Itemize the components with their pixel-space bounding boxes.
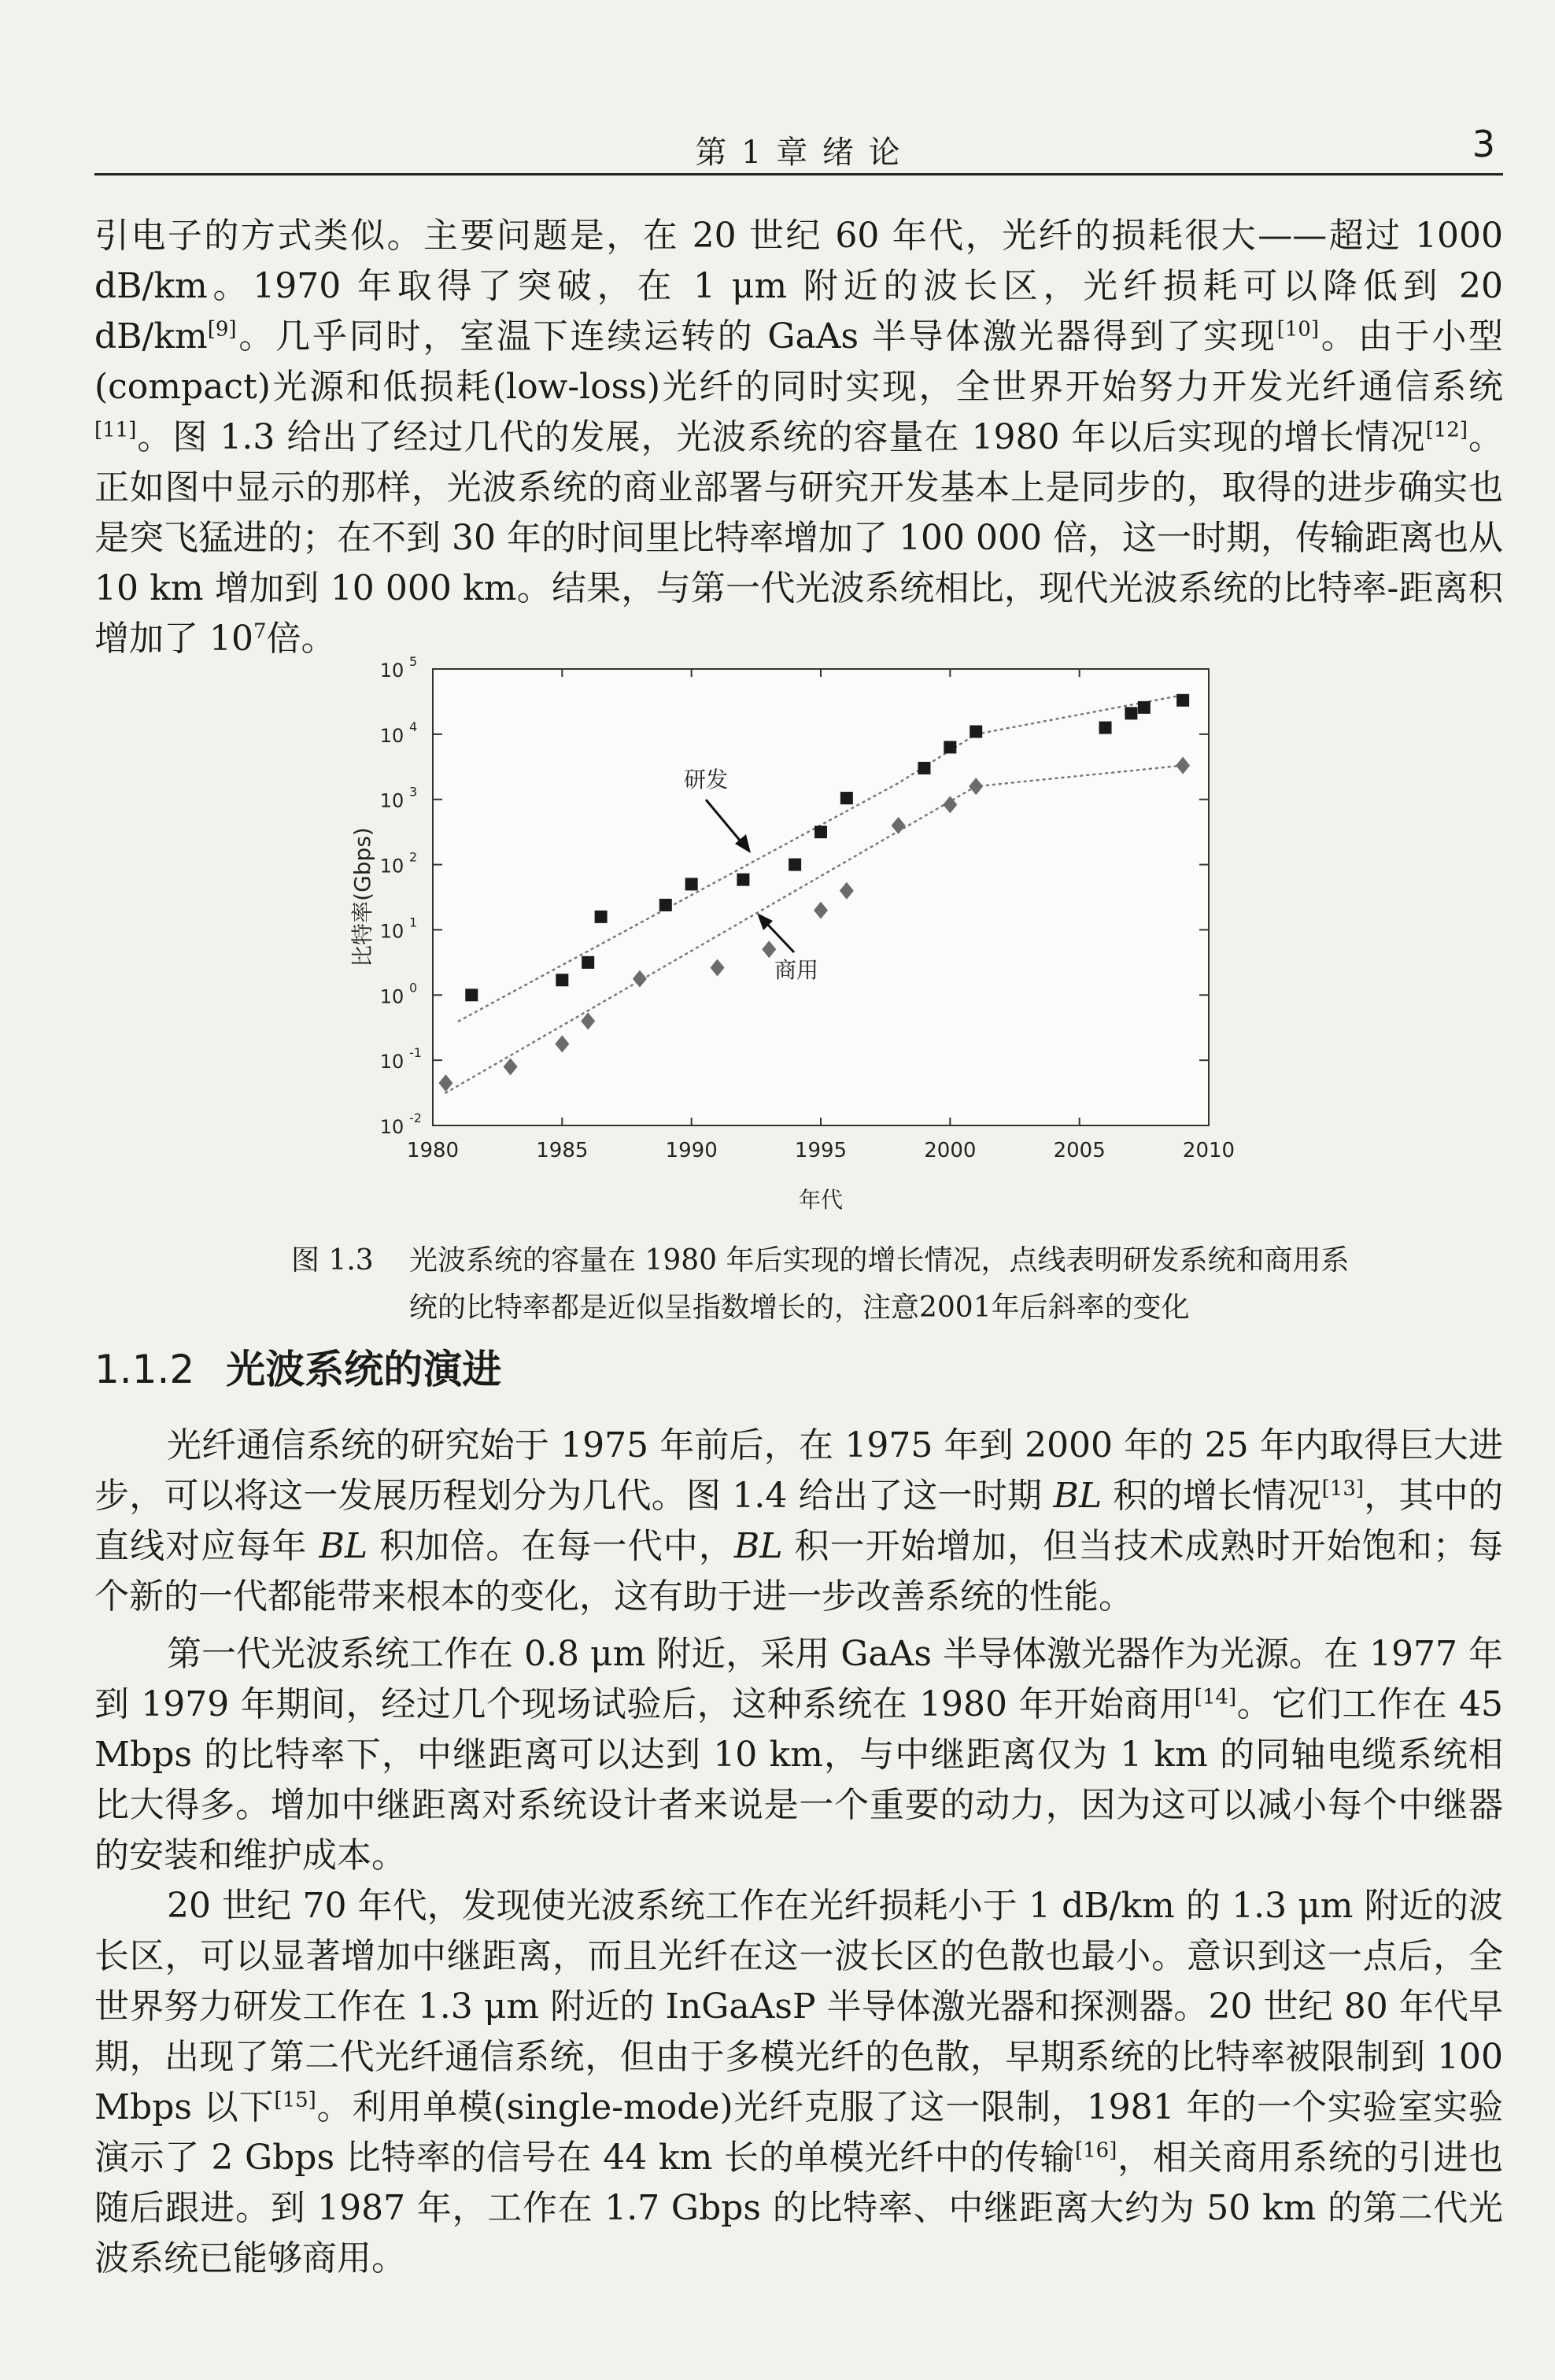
text-run: 。它们工作在 45 Mbps 的比特率下，中继距离可以达到 10 km，与中继距离仅为 1 km 的同轴电缆系统相比大得多。增加中继距离对系统设计者来说是一个重要的动力，因为这可以减小每个中继器的安装和维护成本。	[94, 1684, 1503, 1876]
research-point	[659, 899, 672, 911]
x-tick-label: 1980	[406, 1139, 460, 1162]
y-tick-label: 10	[379, 724, 404, 747]
y-tick-label: 10	[379, 660, 404, 682]
page-number: 3	[1472, 123, 1495, 165]
research-point	[1138, 701, 1151, 714]
citation: [14]	[1194, 1685, 1237, 1709]
chapter-title: 第 1 章 绪 论	[695, 135, 903, 171]
text-run: 。几乎同时，室温下连续运转的 GaAs 半导体激光器得到了实现	[236, 316, 1277, 357]
paragraph-first-generation	[94, 1629, 1503, 1881]
research-point	[1176, 694, 1189, 707]
paragraph-intro	[94, 211, 1503, 664]
citation: [9]	[207, 317, 237, 342]
x-tick-label: 2000	[924, 1139, 977, 1162]
text-run: 积一开始增加，但当技术成熟时开始饱和；每个新的一代都能带来根本的变化，这有助于进一步改善系统的性能。	[94, 1526, 1503, 1617]
plot-area	[433, 669, 1209, 1125]
text-run: 。由于小型(compact)光源和低损耗(low-loss)光纤的同时实现，全世界开始努力开发光纤通信系统	[94, 316, 1503, 407]
y-tick-exponent: 4	[409, 719, 418, 734]
text-run: 积的增长情况	[1102, 1476, 1322, 1516]
text-run: BL	[733, 1526, 783, 1566]
research-point	[970, 726, 982, 738]
y-tick-exponent: 2	[409, 849, 418, 865]
running-head	[94, 118, 1503, 176]
text-run: 积加倍。在每一代中，	[368, 1526, 734, 1566]
research-point	[1099, 722, 1112, 734]
y-tick-label: 10	[379, 789, 404, 812]
citation: [10]	[1276, 317, 1319, 342]
x-tick-label: 1995	[794, 1139, 848, 1162]
text-run: ，其中的直线对应每年	[94, 1476, 1503, 1566]
y-tick-exponent: 1	[409, 915, 418, 930]
citation: [12]	[1425, 418, 1468, 442]
research-point	[685, 878, 698, 890]
research-point	[944, 741, 956, 753]
text-run: 倍。	[266, 619, 336, 659]
y-tick-label: 10	[379, 1051, 404, 1074]
text-run: ，相关商用系统的引进也随后跟进。到 1987 年，工作在 1.7 Gbps 的比特率、中继距离大约为 50 km 的第二代光波系统已能够商用。	[94, 2138, 1503, 2278]
y-tick-exponent: -2	[409, 1111, 422, 1125]
x-tick-label: 2005	[1053, 1139, 1106, 1162]
research-point	[582, 956, 594, 969]
research-point	[840, 792, 853, 804]
citation: [16]	[1075, 2138, 1117, 2163]
chart-svg	[315, 645, 1275, 1228]
research-point	[595, 911, 608, 923]
research-point	[814, 826, 827, 838]
citation: [13]	[1321, 1476, 1365, 1501]
y-tick-label: 10	[379, 920, 404, 943]
y-tick-exponent: 5	[409, 654, 418, 669]
text-run: 。图 1.3 给出了经过几代的发展，光波系统的容量在 1980 年以后实现的增长情况	[136, 417, 1426, 457]
research-point	[1125, 707, 1137, 719]
citation: [15]	[274, 2088, 316, 2112]
y-tick-exponent: 0	[409, 980, 418, 996]
text-run: 20 世纪 70 年代，发现使光波系统工作在光纤损耗小于 1 dB/km 的 1.3 μm 附近的波长区，可以显著增加中继距离，而且光纤在这一波长区的色散也最小。意识到这一点后，全世界努力研发工作在 1.3 μm 附近的 InGaAsP 半导体激光器和探测器。20 世纪 80 年代早期，出现了第二代光纤通信系统，但由于多模光纤的色散，早期系统的比特率被限制到 100 Mbps 以下	[94, 1886, 1503, 2127]
research-point	[465, 989, 478, 1001]
x-tick-label: 2010	[1182, 1139, 1236, 1162]
paragraph-second-generation	[94, 1881, 1503, 2284]
research-point	[789, 859, 801, 871]
section-number: 1.1.2	[94, 1347, 195, 1392]
y-tick-exponent: 3	[409, 784, 418, 800]
section-heading	[94, 1338, 501, 1395]
text-run: 。利用单模(single-mode)光纤克服了这一限制，1981 年的一个实验室实验演示了 2 Gbps 比特率的信号在 44 km 长的单模光纤中的传输	[94, 2087, 1503, 2178]
caption-text: 光波系统的容量在 1980 年后实现的增长情况，点线表明研发系统和商用系统的比特率都是近似呈指数增长的，注意2001年后斜率的变化	[409, 1244, 1350, 1324]
y-tick-exponent: -1	[409, 1045, 422, 1061]
text-run: BL	[319, 1526, 368, 1566]
citation: [11]	[94, 418, 137, 442]
research-point	[918, 762, 930, 774]
y-tick-label: 10	[379, 855, 404, 878]
y-tick-label: 10	[379, 985, 404, 1008]
text-run: 光纤通信系统的研究始于 1975 年前后，在 1975 年到 2000 年的 25 年内取得巨大进步，可以将这一发展历程划分为几代。图 1.4 给出了这一时期	[94, 1425, 1503, 1516]
text-run: 。正如图中显示的那样，光波系统的商业部署与研究开发基本上是同步的，取得的进步确实也是突飞猛进的；在不到 30 年的时间里比特率增加了 100 000 倍，这一时期，传输距离也从 10 km 增加到 10 000 km。结果，与第一代光波系统相比，现代光波系统的比特率-距离积增加了 10	[94, 417, 1503, 659]
research-point	[737, 874, 749, 886]
text-run: BL	[1053, 1476, 1103, 1516]
research-point	[556, 974, 568, 986]
y-tick-label: 10	[379, 1116, 404, 1138]
figure-1-3-chart	[315, 645, 1275, 1228]
exponent: 7	[253, 619, 267, 644]
caption-label: 图 1.3	[291, 1244, 374, 1277]
text-run: 引电子的方式类似。主要问题是，在 20 世纪 60 年代，光纤的损耗很大——超过 1000 dB/km。1970 年取得了突破，在 1 μm 附近的波长区，光纤损耗可以降低到 20 dB/km	[94, 216, 1503, 357]
paragraph-history	[94, 1421, 1503, 1622]
label-research: 研发	[683, 767, 729, 793]
x-tick-label: 1990	[665, 1139, 718, 1162]
y-axis-label: 比特率(Gbps)	[349, 827, 375, 967]
text-run: 第一代光波系统工作在 0.8 μm 附近，采用 GaAs 半导体激光器作为光源。在 1977 年到 1979 年期间，经过几个现场试验后，这种系统在 1980 年开始商用	[94, 1634, 1503, 1724]
label-commercial: 商用	[774, 957, 819, 983]
x-axis-label: 年代	[798, 1187, 844, 1213]
x-tick-label: 1985	[536, 1139, 589, 1162]
section-title: 光波系统的演进	[226, 1347, 502, 1392]
